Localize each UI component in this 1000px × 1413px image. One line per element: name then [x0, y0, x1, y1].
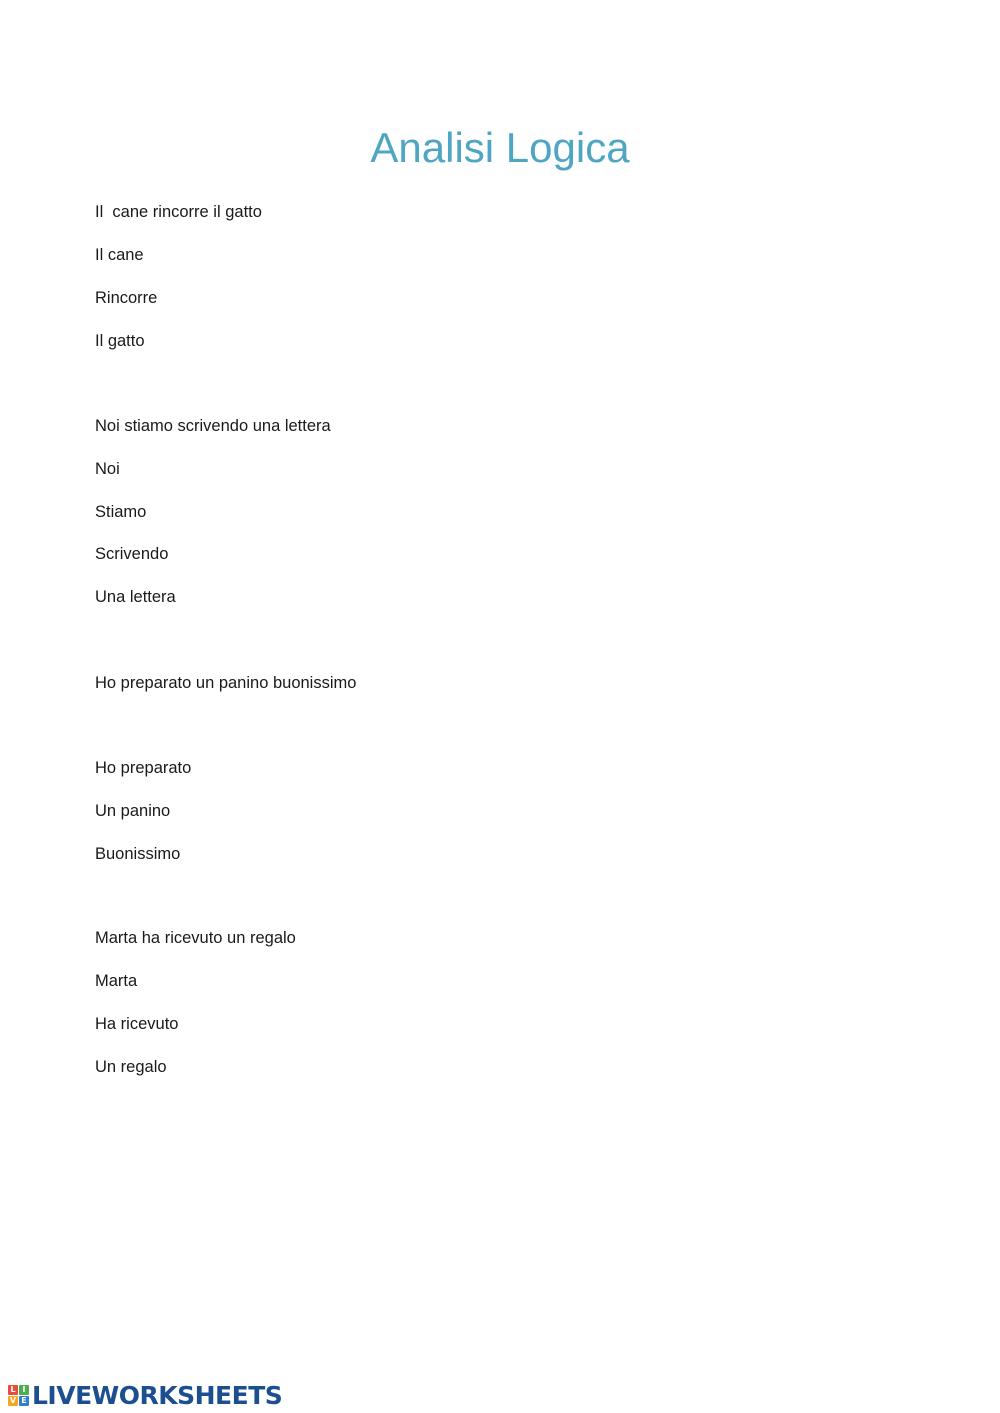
sentence-2-part-2: Stiamo — [95, 503, 147, 521]
logo-text: LIVEWORKSHEETS — [32, 1381, 283, 1410]
logo-mark-letter-e: E — [19, 1396, 29, 1406]
logo-mark-letter-v: V — [9, 1396, 17, 1405]
liveworksheets-logo — [8, 1381, 282, 1411]
sentence-1: Il cane rincorre il gatto — [95, 203, 262, 221]
sentence-2: Noi stiamo scrivendo una lettera — [95, 417, 331, 435]
sentence-4-part-3: Un regalo — [95, 1058, 167, 1076]
sentence-1-part-1: Il cane — [95, 246, 144, 264]
sentence-2-part-3: Scrivendo — [95, 545, 169, 563]
sentence-4-part-2: Ha ricevuto — [95, 1015, 179, 1033]
logo-mark-letter-l: L — [8, 1385, 18, 1395]
sentence-1-part-3: Il gatto — [95, 332, 145, 350]
sentence-3-part-1: Ho preparato — [95, 759, 192, 777]
sentence-3: Ho preparato un panino buonissimo — [95, 674, 357, 692]
page-title: Analisi Logica — [370, 124, 630, 171]
sentence-2-part-1: Noi — [95, 460, 120, 478]
sentence-2-part-4: Una lettera — [95, 588, 176, 606]
sentence-4: Marta ha ricevuto un regalo — [95, 929, 296, 947]
sentence-3-part-2: Un panino — [95, 802, 171, 820]
logo-mark-icon — [8, 1384, 30, 1408]
sentence-1-part-2: Rincorre — [95, 289, 158, 307]
logo-mark-letter-i: I — [19, 1385, 29, 1395]
sentence-3-part-3: Buonissimo — [95, 845, 181, 863]
sentence-4-part-1: Marta — [95, 972, 138, 990]
